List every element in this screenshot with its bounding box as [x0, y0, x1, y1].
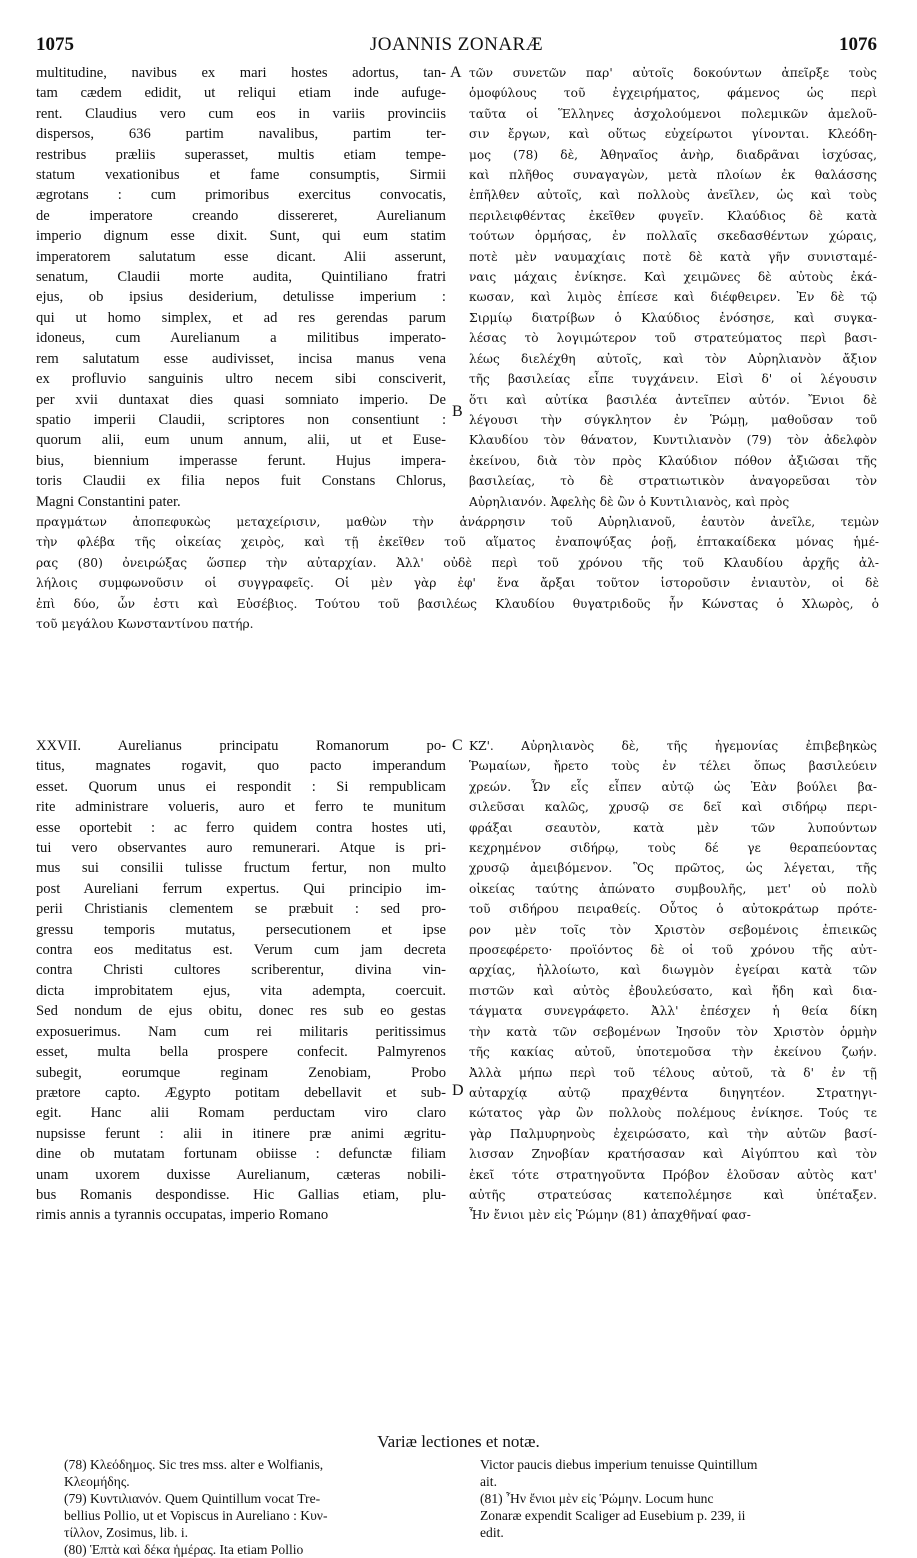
greek-text-line: τῶν συνετῶν παρ' αὐτοῖς δοκούντων ἀπεῖρξε τοὺς — [469, 66, 877, 80]
page-number-right: 1076 — [839, 34, 877, 55]
latin-text-line: idoneus, cum Aurelianum a militibus imperato- — [36, 330, 446, 347]
latin-text-line: toris Claudii ex filia nepos fuit Constans Chlorus, — [36, 473, 446, 490]
note-line: (79) Κυντιλιανόν. Quem Quintillum vocat Tre- — [64, 1491, 321, 1506]
latin-text-line: nupsisse ferunt : alii in itinere præ animi ægritu- — [36, 1125, 446, 1142]
latin-text-line: dine ob mutatam fortunam obiisse : defunctæ filiam — [36, 1146, 446, 1163]
greek-text-line: ἐκεῖ τότε στρατηγοῦντα Πρόβον ἑλοῦσαν αὐτὸς κατ' — [469, 1167, 877, 1182]
running-title: JOANNIS ZONARÆ — [369, 34, 544, 55]
latin-text-line: dicta improbitatem ejus, vita adempta, coercuit. — [36, 982, 446, 999]
latin-text-line: bius, biennium imperasse ferunt. Hujus impera- — [36, 452, 446, 469]
greek-text-line: οἰκείας ταύτης ἀπώνατο συμβουλῆς, μετ' οὐ πολὺ — [469, 881, 877, 896]
note-line: τίλλον, Zosimus, lib. i. — [64, 1525, 188, 1540]
greek-text-line: Ἦν ἔνιοι μὲν εἰς Ῥώμην (81) ἀπαχθῆναί φασ- — [469, 1208, 751, 1223]
latin-text-line: esset, multa bella prospere confecit. Palmyrenos — [36, 1044, 446, 1061]
greek-text-line: ὅτι καὶ αὐτίκα βασιλέα ἀντεῖπεν αὐτόν. Ἔνιοι δὲ — [469, 392, 877, 407]
greek-text-line: λέγουσι τὴν σύγκλητον ἐν Ῥώμῃ, μαθοῦσαν τοῦ — [469, 412, 877, 427]
greek-text-line: σιλεῦσαι καλῶς, χρυσῷ σε δεῖ καὶ σιδήρῳ περι- — [469, 800, 877, 815]
greek-text-line: τοῦ σιδήρου πειραθείς. Οὗτος ὁ αὐτοκράτωρ πρότε- — [469, 902, 877, 917]
latin-text-line: imperio dignum esse dixit. Sunt, qui eum statim — [36, 228, 446, 245]
latin-text-line: Sed nondum de ejus obitu, donec res sub eo gestas — [36, 1003, 446, 1020]
latin-text-line: esse oportebit : ac ferro quidem contra hostes uti, — [36, 819, 446, 836]
latin-text-line: tam cædem edidit, ut reliqui etiam inde aufuge- — [36, 85, 446, 102]
greek-text-line: τὴν κατὰ τῶν σεβομένων Ἰησοῦν τὸν Χριστὸν ὁρμὴν — [469, 1024, 877, 1039]
greek-text-line: ἐκείνου, διὰ τὸν πρὸς Κλαύδιον πόθον ἀξιῶσαι τῆς — [469, 453, 877, 468]
notes-left-column — [64, 1456, 448, 1558]
greek-text-line: ποτὲ μὲν ναυμαχίαις ποτὲ δὲ κατὰ γῆν συνισταμέ- — [469, 249, 877, 264]
latin-text-line: Magni Constantini pater. — [36, 493, 181, 510]
note-line: (78) Κλεόδημος. Sic tres mss. alter e Wolfianis, — [64, 1457, 324, 1472]
greek-text-line: ναις μάχαις ἐνίκησε. Καὶ χειμῶνες δὲ αὐτοὺς ἐκά- — [469, 270, 877, 285]
note-line: Κλεομήδης. — [64, 1474, 130, 1489]
latin-text-line: quorum alii, eum unum annum, alii, ut et Euse- — [36, 432, 446, 449]
greek-text-line: Σιρμίῳ διατρίβων ὁ Κλαύδιος ἐνόσησε, καὶ συγκα- — [469, 310, 877, 325]
greek-text-line: Ἀλλὰ μήπω περὶ τοῦ τέλους αὐτοῦ, τὰ δ' ἐν τῇ — [469, 1065, 877, 1080]
latin-text-line: per xvii duntaxat dies quasi somniato imperio. De — [36, 391, 446, 408]
latin-text-line: rent. Claudius vero cum eos in variis provinciis — [36, 105, 446, 122]
latin-column-1 — [36, 63, 446, 512]
latin-text-line: titus, magnates rogavit, quo pacto imperandum — [36, 758, 446, 775]
greek-text-line: αὐταρχίᾳ αὐτῷ πραχθέντα διηγητέον. Στρατηγι- — [469, 1085, 877, 1100]
greek-text-line: τούτων ὁρμήσας, ἐν πολλαῖς σκεδασθέντων χώραις, — [469, 229, 877, 244]
latin-text-line: de imperatore creando dissereret, Aurelianum — [36, 207, 446, 224]
greek-text-line: ΚΖ'. Αὐρηλιανὸς δὲ, τῆς ἡγεμονίας ἐπιβεβηκὼς — [469, 739, 877, 753]
greek-text-line: αὐτῆς στρατεύσας κατεπολέμησε καὶ ὑπέταξεν. — [469, 1187, 877, 1202]
greek-text-line: ἐπὶ δύο, ὧν ἐστι καὶ Εὐσέβιος. Τούτου τοῦ βασιλέως Κλαυδίου θυγατριδοῦς ἦν Κώνστας ὁ Χλωρὸς, ὁ — [36, 596, 879, 611]
note-line: (80) Ἑπτὰ καὶ δέκα ἡμέρας. Ita etiam Pollio — [64, 1542, 304, 1557]
greek-text-line: προσεφέρετο· προϊόντος δὲ οἱ τοῦ χρόνου τῆς αὐτ- — [469, 943, 877, 958]
greek-text-line: λέως διελέχθη αὐτοῖς, καὶ τὸν Αὐρηλιανὸν ἄξιον — [469, 351, 877, 366]
note-line: edit. — [480, 1525, 504, 1540]
latin-text-line: post Aureliani ferrum expertus. Qui principio im- — [36, 880, 446, 897]
latin-text-line: restribus præliis superasset, multis etiam tempe- — [36, 146, 446, 163]
greek-text-line: γὰρ Παλμυρηνοὺς ἐχειρώσατο, καὶ τὴν αὐτῶν βασί- — [469, 1126, 877, 1141]
greek-text-line: κωσαν, καὶ λιμὸς ἐπίεσε καὶ διέφθειρεν. Ἐν δὲ τῷ — [469, 290, 877, 305]
greek-text-line: καὶ πλῆθος συναγαγὼν, μετὰ πλοίων ἐκ θαλάσσης — [469, 168, 877, 183]
greek-text-line: βασιλείας, τὸ δὲ στρατιωτικὸν ἀναγορεῦσαι τὸν — [469, 474, 877, 489]
note-line: (81) Ἦν ἔνιοι μὲν εἰς Ῥώμην. Locum hunc — [480, 1491, 714, 1506]
latin-text-line: ægrotans : cum primoribus exercitus convocatis, — [36, 187, 446, 204]
latin-text-line: imperatorem salutatum esse dicant. Alii asserunt, — [36, 248, 446, 265]
greek-text-line: λήλοις συμφωνοῦσιν οἱ συγγραφεῖς. Οἱ μὲν γὰρ ἐφ' ἕνα ἄρξαι τοῦτον ἱστοροῦσιν ἐνιαυτὸν, οἱ δὲ — [36, 576, 879, 591]
latin-text-line: unam uxorem duxisse Aurelianum, cæteras nobili- — [36, 1166, 446, 1183]
latin-text-line: ejus, ob ipsius desiderium, detulisse imperium : — [36, 289, 446, 306]
margin-marker-b: B — [452, 403, 463, 420]
greek-text-line: χρεών. Ὧν εἷς εἶπεν αὐτῷ ὡς Ἐὰν βούλει βα- — [469, 779, 877, 794]
latin-text-line: esset. Quorum unus ei respondit : Si rempublicam — [36, 778, 446, 795]
latin-text-line: rite administrare volueris, auro et ferro te munitum — [36, 799, 446, 816]
greek-column-2 — [469, 736, 877, 1226]
latin-text-line: tui vero observantes auro remunerari. Atque is pri- — [36, 840, 446, 857]
latin-text-line: contra Christi cultores scriberentur, divina vin- — [36, 962, 446, 979]
latin-text-line: rem salutatum esse audivisset, incisa manus vena — [36, 350, 446, 367]
greek-text-line: σιν ἔργων, καὶ οὕτως εὐχείρωτοι γίνονται. Κλεόδη- — [469, 127, 877, 142]
greek-text-line: τὴν φλέβα τῆς οἰκείας χειρὸς, καὶ τῇ ἐκεῖθεν τοῦ αἵματος ἐναποψύξας ῥοῇ, ἑπτακαίδεκα μόνας ἡμέ- — [36, 535, 879, 550]
greek-text-line: τῆς βασιλείας εἶπε τυγχάνειν. Εἰσὶ δ' οἱ λέγουσιν — [469, 372, 877, 387]
latin-text-line: contra eos meditatus est. Verum cum jam decreta — [36, 942, 446, 959]
greek-full-width — [36, 512, 879, 634]
latin-text-line: statum vexationibus et fame consumptis, Sirmii — [36, 167, 446, 184]
latin-text-line: mus sui consilii tulisse fructum fertur, non multo — [36, 860, 446, 877]
greek-text-line: ρας (80) ὀνειρώξας ὥσπερ τὴν αὐταρχίαν. Ἀλλ' οὐδὲ περὶ τοῦ χρόνου τῆς τοῦ Κλαυδίου ἀρχῆς ἀλ- — [36, 555, 879, 570]
latin-text-line: rimis annis a tyrannis occupatas, imperio Romano — [36, 1207, 329, 1224]
note-line: Zonaræ expendit Scaliger ad Eusebium p. 239, ii — [480, 1508, 746, 1523]
latin-text-line: gressu temporis mutatus, persecutionem et ipse — [36, 921, 446, 938]
greek-text-line: ρον μὲν τοῖς τὸν Χριστὸν σεβομένοις ἐπιεικῶς — [469, 922, 877, 937]
note-line: ait. — [480, 1474, 497, 1489]
greek-text-line: Αὐρηλιανόν. Ἀφελὴς δὲ ὢν ὁ Κυντιλιανὸς, καὶ πρὸς — [469, 494, 790, 509]
greek-text-line: λέσας τὸ λογιμώτερον τοῦ στρατεύματος περὶ βασι- — [469, 331, 877, 346]
latin-text-line: senatum, Claudii morte audita, Quintiliano fratri — [36, 269, 446, 286]
latin-text-line: bus Romanis despondisse. Hic Gallias etiam, plu- — [36, 1186, 446, 1203]
greek-text-line: μος (78) δὲ, Ἀθηναῖος ἀνὴρ, διαδρᾶναι ἰσχύσας, — [469, 147, 877, 162]
greek-text-line: Κλαυδίου τὸν θάνατον, Κυντιλιανὸν (79) τὸν ἀδελφὸν — [469, 433, 877, 448]
greek-text-line: κώτατος γὰρ ὢν πολλοὺς πολέμους ἐνίκησε. Τούς τε — [469, 1106, 877, 1121]
latin-text-line: spatio imperii Claudii, scriptores non consentiunt : — [36, 411, 446, 428]
latin-column-2 — [36, 736, 446, 1226]
greek-text-line: τῆς κακίας αὐτοῦ, ὑποτεμοῦσα τὴν ἐκείνου ζωήν. — [469, 1045, 877, 1060]
latin-text-line: dispersos, 636 partim navalibus, partim ter- — [36, 126, 446, 143]
latin-text-line: qui ut homo simplex, et ad res gerendas parum — [36, 309, 446, 326]
greek-text-line: ἐπῆλθεν αὐτοῖς, καὶ πολλοὺς ἀνεῖλεν, ὡς καὶ τοὺς — [469, 188, 877, 203]
greek-text-line: ταῦτα οἱ Ἕλληνες ἀσχολούμενοι πολεμικῶν ἀμελοῦ- — [469, 106, 877, 121]
greek-text-line: πραγμάτων ἀποπεφυκὼς μεταχείρισιν, μαθὼν τὴν ἀνάρρησιν τοῦ Αὐρηλιανοῦ, ἑαυτὸν ἀνεῖλε, τεμὼν — [36, 515, 879, 529]
greek-text-line: πιστῶν καὶ αὐτὸς ἐβουλεύσατο, καὶ ἤδη καὶ δια- — [469, 983, 877, 998]
greek-text-line: φράξαι σεαυτὸν, κατὰ μὲν τῶν λυπούντων — [469, 820, 877, 835]
latin-text-line: ex profluvio sanguinis ultro necem sibi consciverit, — [36, 371, 446, 388]
margin-marker-c: C — [452, 737, 463, 754]
latin-text-line: multitudine, navibus ex mari hostes adortus, tan- — [36, 65, 446, 81]
greek-column-1 — [469, 63, 877, 512]
latin-text-line: subegit, eorumque reginam Zenobiam, Probo — [36, 1064, 446, 1081]
greek-text-line: περιλειφθέντας ἐκεῖθεν φυγεῖν. Κλαύδιος δὲ κατὰ — [469, 208, 877, 223]
latin-text-line: XXVII. Aurelianus principatu Romanorum po- — [36, 738, 446, 754]
latin-text-line: prætore capto. Ægypto potitam debellavit et sub- — [36, 1084, 446, 1101]
greek-text-line: Ῥωμαίων, ἤρετο τοὺς ἐν τέλει ὅπως βασιλεύειν — [469, 759, 877, 774]
notes-right-column — [480, 1456, 880, 1541]
page-number-left: 1075 — [36, 34, 74, 55]
notes-title: Variæ lectiones et notæ. — [377, 1432, 540, 1451]
greek-text-line: αρχίας, ἠλλοίωτο, καὶ διωγμὸν ἐγείραι κατὰ τῶν — [469, 963, 877, 978]
latin-text-line: exposuerimus. Nam cum rei militaris peritissimus — [36, 1023, 446, 1040]
greek-text-line: ὁμοφύλους τοῦ ἐγχειρήματος, φάμενος ὡς περὶ — [469, 86, 877, 101]
page-header — [36, 34, 877, 58]
greek-text-line: κεχρημένον σιδήρῳ, τοὺς δέ γε θεραπεύοντας — [469, 841, 877, 856]
note-line: Victor paucis diebus imperium tenuisse Quintillum — [480, 1457, 758, 1472]
latin-text-line: egit. Hanc alii Romam perductam viro claro — [36, 1105, 446, 1122]
margin-marker-a: A — [450, 64, 462, 81]
note-line: bellius Pollio, ut et Vopiscus in Aureliano : Κυν- — [64, 1508, 328, 1523]
greek-text-line: τοῦ μεγάλου Κωνσταντίνου πατήρ. — [36, 617, 254, 632]
latin-text-line: perii Christianis clementem se præbuit : sed pro- — [36, 901, 446, 918]
greek-text-line: χρυσῷ ἀμειβόμενον. Ὃς πρῶτος, ὡς λέγεται, τῆς — [469, 861, 877, 876]
margin-marker-d: D — [452, 1082, 464, 1099]
greek-text-line: λισσαν Ζηνοβίαν κρατήσασαν καὶ Αἰγύπτου καὶ τὸν — [469, 1147, 877, 1162]
greek-text-line: τάγματα συνεγράφετο. Ἀλλ' ἐπέσχεν ἡ θεία δίκη — [469, 1004, 877, 1019]
